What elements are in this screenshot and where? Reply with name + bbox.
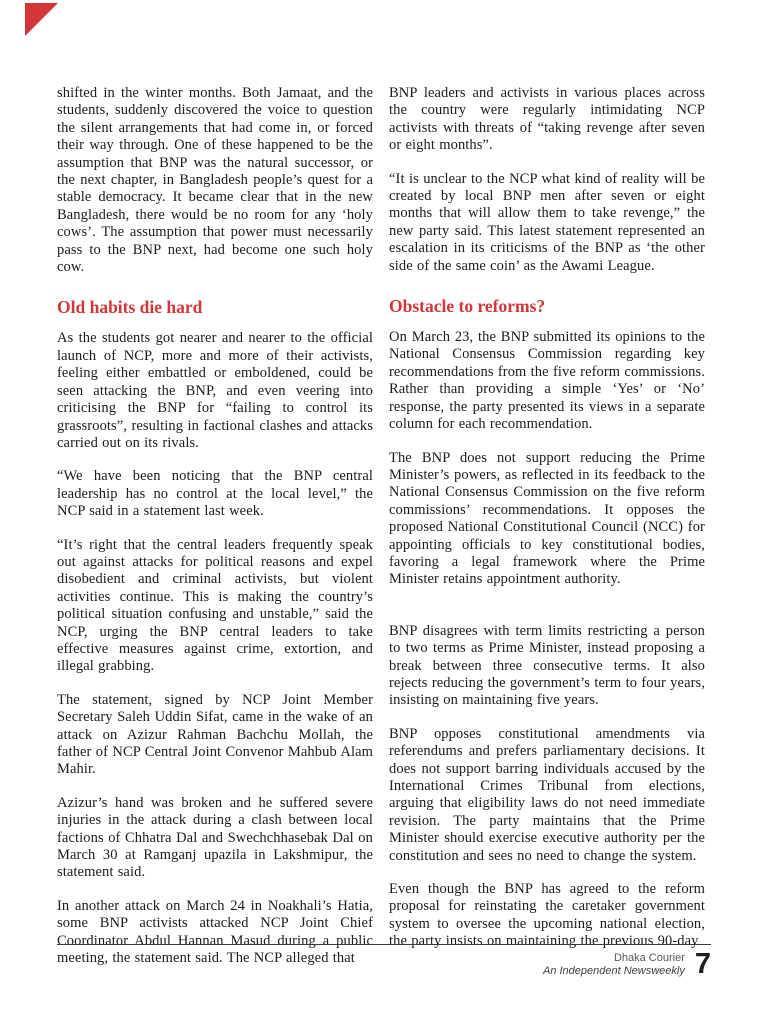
paragraph: The BNP does not support reducing the Prime Minister’s powers, as reflected in its feedback to the National Consensus Commission on the five reform commissions’ recommendations. It opposes the proposed National Constitutional Council (NCC) for appointing officials to key constitutional bodies, favoring a legal framework where the Prime Minister retains appointment authority.: [389, 449, 705, 588]
paragraph: BNP disagrees with term limits restricting a person to two terms as Prime Minister, instead proposing a break between three consecutive terms. It also rejects reducing the government’s term to four years, insisting on maintaining five years.: [389, 622, 705, 709]
paragraph: In another attack on March 24 in Noakhali’s Hatia, some BNP activists attacked NCP Joint Chief Coordinator Abdul Hannan Masud during a public meeting, the statement said. The NCP alleged that: [57, 897, 373, 967]
article-body: [57, 85, 711, 983]
section-heading: Obstacle to reforms?: [389, 296, 546, 317]
paragraph: BNP opposes constitutional amendments via referendums and prefers parliamentary decisions. It does not support barring individuals accused by the International Crimes Tribunal from elections, arguing that eligibility laws do not need immediate revision. The party maintains that the Prime Minister should exercise executive authority per the constitution and sees no need to change the system.: [389, 725, 705, 864]
paragraph: “It’s right that the central leaders frequently speak out against attacks for political reasons and expel disobedient and criminal activists, but violent activities continue. This is making the country’s political situation confusing and unstable,” said the NCP, urging the BNP central leaders to take effective measures against crime, extortion, and illegal grabbing.: [57, 536, 373, 675]
publication-name: Dhaka Courier: [613, 951, 685, 964]
paragraph: BNP leaders and activists in various places across the country were regularly intimidating NCP activists with threats of “taking revenge after seven or eight months”.: [389, 85, 705, 154]
page-footer: [57, 944, 711, 979]
paragraph: “It is unclear to the NCP what kind of reality will be created by local BNP men after seven or eight months that will allow them to take revenge,” the new party said. This latest statement represented an escalation in its criticisms of the BNP as ‘the other side of the same coin’ as the Awami League.: [389, 170, 705, 274]
footer-divider: [57, 944, 711, 945]
paragraph: Azizur’s hand was broken and he suffered severe injuries in the attack during a clash between local factions of Chhatra Dal and Swechchhasebak Dal on March 30 at Ramganj upazila in Lakshmipur, the statement said.: [57, 794, 373, 881]
publication-tagline: An Independent Newsweekly: [542, 964, 685, 977]
page-number: 7: [694, 948, 711, 980]
paragraph: The statement, signed by NCP Joint Member Secretary Saleh Uddin Sifat, came in the wake of an attack on Azizur Rahman Bachchu Mollah, the father of NCP Central Joint Convenor Mahbub Alam Mahir.: [57, 691, 373, 778]
section-heading: Old habits die hard: [57, 297, 203, 318]
column-right: [389, 85, 705, 983]
paragraph: As the students got nearer and nearer to the official launch of NCP, more and more of their activists, feeling either embattled or emboldened, could be seen attacking the BNP, and even veering into criticising the BNP for “failing to control its grassroots”, resulting in factional clashes and attacks carried out on its rivals.: [57, 330, 373, 451]
publication-credit: [543, 952, 685, 978]
paragraph: On March 23, the BNP submitted its opinions to the National Consensus Commission regarding key recommendations from the five reform commissions. Rather than providing a simple ‘Yes’ or ‘No’ response, the party presented its views in a separate column for each recommendation.: [389, 329, 705, 433]
paragraph: shifted in the winter months. Both Jamaat, and the students, suddenly discovered the voice to question the silent arrangements that had come in, or forced their way through. One of these happened to be the assumption that BNP was the natural successor, or the next chapter, in Bangladesh people’s quest for a stable democracy. It became clear that in the new Bangladesh, there would be no room for any ‘holy cows’. The assumption that power must necessarily pass to the BNP next, had become one such holy cow.: [57, 85, 373, 276]
paragraph: Even though the BNP has agreed to the reform proposal for reinstating the caretaker government system to oversee the upcoming national election, the party insists on maintaining the previous 90-day: [389, 881, 705, 950]
footer-credit-block: [57, 950, 711, 979]
corner-triangle-icon: [25, 3, 58, 36]
paragraph: “We have been noticing that the BNP central leadership has no control at the local level,” the NCP said in a statement last week.: [57, 468, 373, 520]
column-left: [57, 85, 373, 983]
